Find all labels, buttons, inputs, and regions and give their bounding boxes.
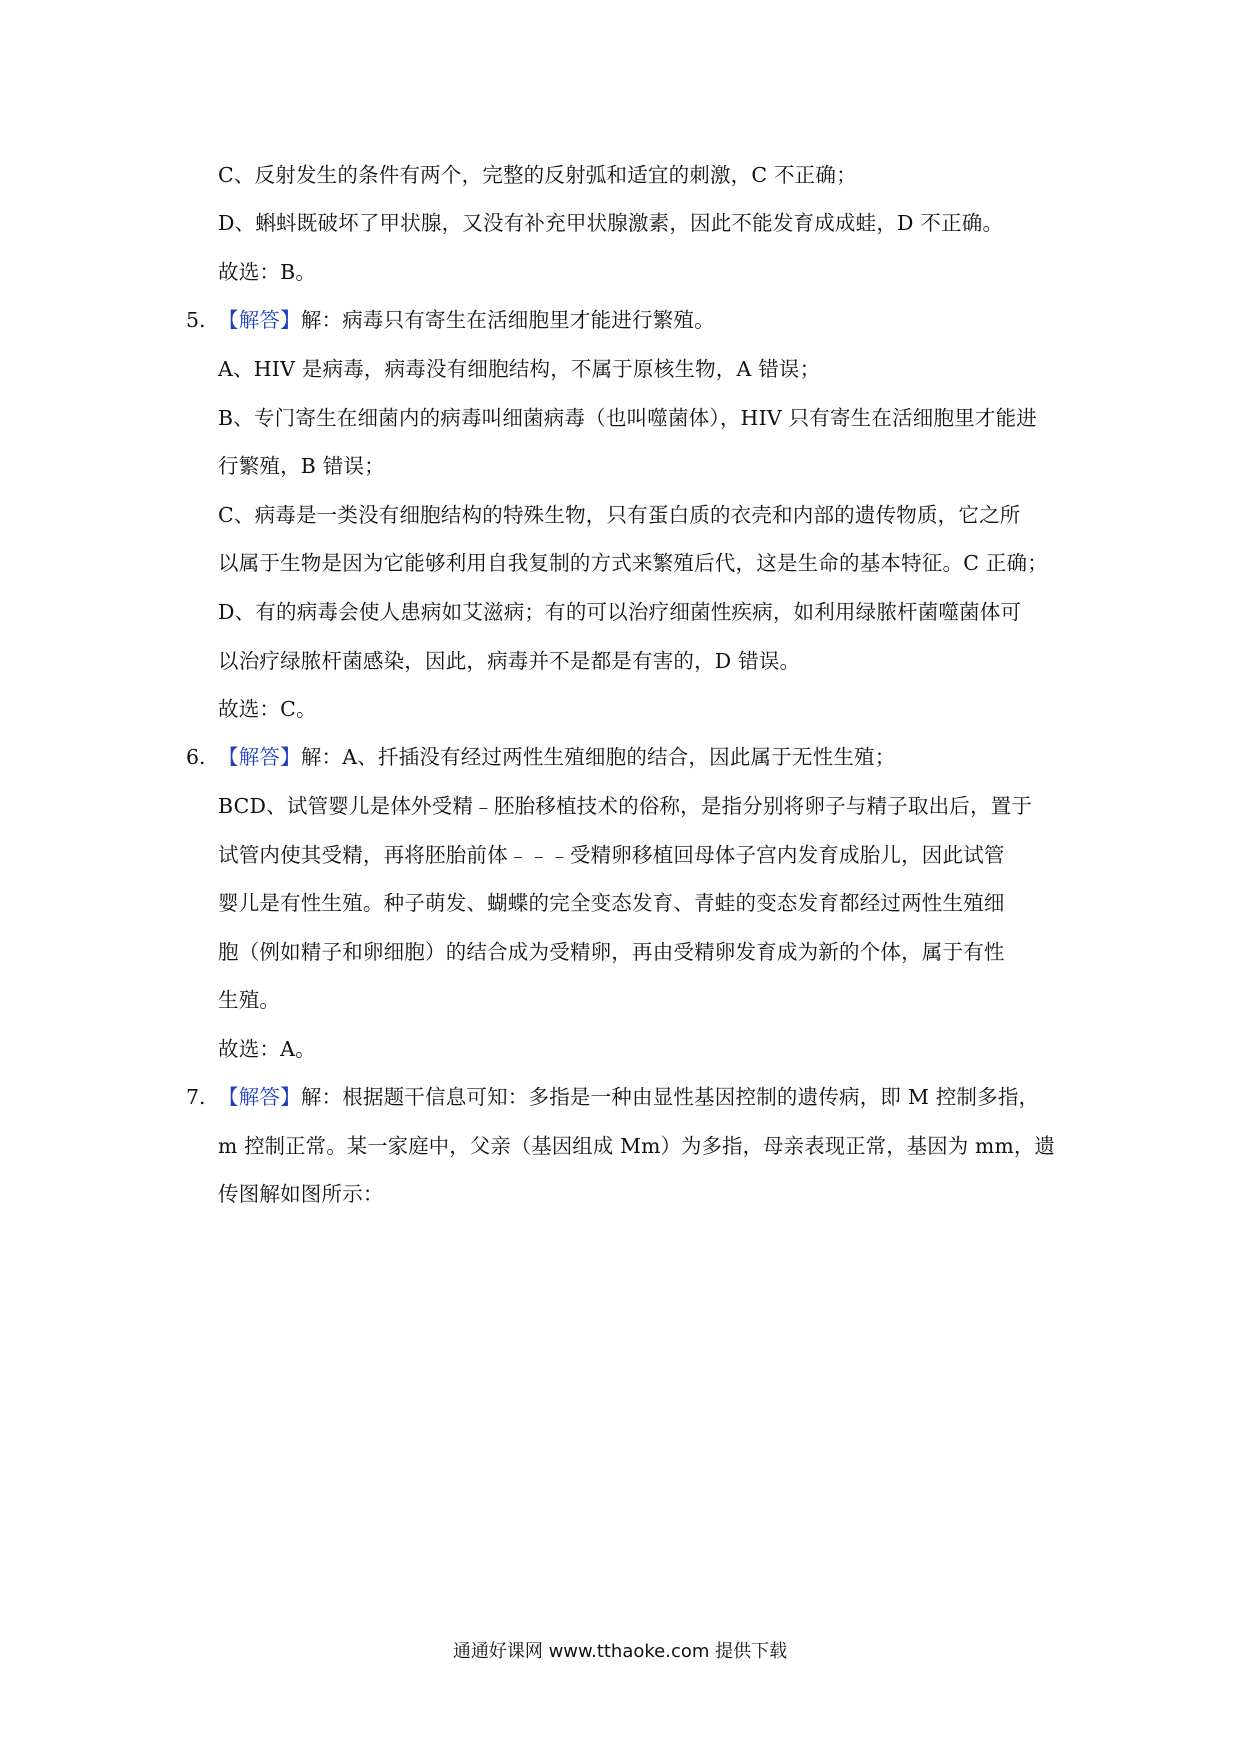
q6-intro: 解：A、扦插没有经过两性生殖细胞的结合，因此属于无性生殖；: [300, 745, 896, 769]
q7-solution-tag: 【解答】: [218, 1085, 301, 1109]
q5-solution-tag: 【解答】: [218, 308, 301, 332]
q6-text-line3: 婴儿是有性生殖。种子萌发、蝴蝶的完全变态发育、青蛙的变态发育都经过两性生殖细: [218, 891, 1005, 915]
q6-number: 6.: [186, 745, 206, 769]
q4-option-d: D、蝌蚪既破坏了甲状腺，又没有补充甲状腺激素，因此不能发育成成蛙，D 不正确。: [218, 211, 1004, 235]
q5-option-c-line1: C、病毒是一类没有细胞结构的特殊生物，只有蛋白质的衣壳和内部的遗传物质，它之所: [218, 503, 1021, 527]
q5-option-d-line1: D、有的病毒会使人患病如艾滋病；有的可以治疗细菌性疾病，如利用绿脓杆菌噬菌体可: [218, 600, 1022, 624]
q6-text-line2: 试管内使其受精，再将胚胎前体﹣﹣﹣受精卵移植回母体子宫内发育成胎儿，因此试管: [218, 843, 1005, 867]
q6-text-line1: BCD、试管婴儿是体外受精﹣胚胎移植技术的俗称，是指分别将卵子与精子取出后，置于: [218, 794, 1033, 818]
q5-option-c-line2: 以属于生物是因为它能够利用自我复制的方式来繁殖后代，这是生命的基本特征。C 正确；: [218, 551, 1048, 575]
q4-option-c: C、反射发生的条件有两个，完整的反射弧和适宜的刺激，C 不正确；: [218, 163, 857, 187]
q5-answer: 故选：C。: [218, 697, 317, 721]
q5-intro: 解：病毒只有寄生在活细胞里才能进行繁殖。: [300, 308, 715, 332]
q5-option-d-line2: 以治疗绿脓杆菌感染，因此，病毒并不是都是有害的，D 错误。: [218, 649, 801, 673]
page-footer: 通通好课网 www.tthaoke.com 提供下载: [452, 1641, 788, 1662]
q6-answer: 故选：A。: [218, 1037, 316, 1061]
q6-solution-tag: 【解答】: [218, 745, 301, 769]
q5-option-b-line1: B、专门寄生在细菌内的病毒叫细菌病毒（也叫噬菌体），HIV 只有寄生在活细胞里才能进: [218, 406, 1038, 430]
q6-text-line4: 胞（例如精子和卵细胞）的结合成为受精卵，再由受精卵发育成为新的个体，属于有性: [218, 940, 1005, 964]
q7-intro: 解：根据题干信息可知：多指是一种由显性基因控制的遗传病，即 M 控制多指，: [300, 1085, 1040, 1109]
q5-option-a: A、HIV 是病毒，病毒没有细胞结构，不属于原核生物，A 错误；: [218, 357, 821, 381]
q5-header: [218, 306, 715, 334]
q5-option-b-line2: 行繁殖，B 错误；: [218, 454, 385, 478]
q6-text-line5: 生殖。: [218, 988, 281, 1012]
q7-text-line1: m 控制正常。某一家庭中，父亲（基因组成 Mm）为多指，母亲表现正常，基因为 mm，遗: [218, 1134, 1055, 1158]
q7-number: 7.: [186, 1085, 206, 1109]
q4-answer: 故选：B。: [218, 260, 317, 284]
q7-header: [218, 1083, 1039, 1111]
q6-header: [218, 743, 895, 771]
q7-text-line2: 传图解如图所示：: [218, 1182, 384, 1206]
q5-number: 5.: [186, 308, 206, 332]
